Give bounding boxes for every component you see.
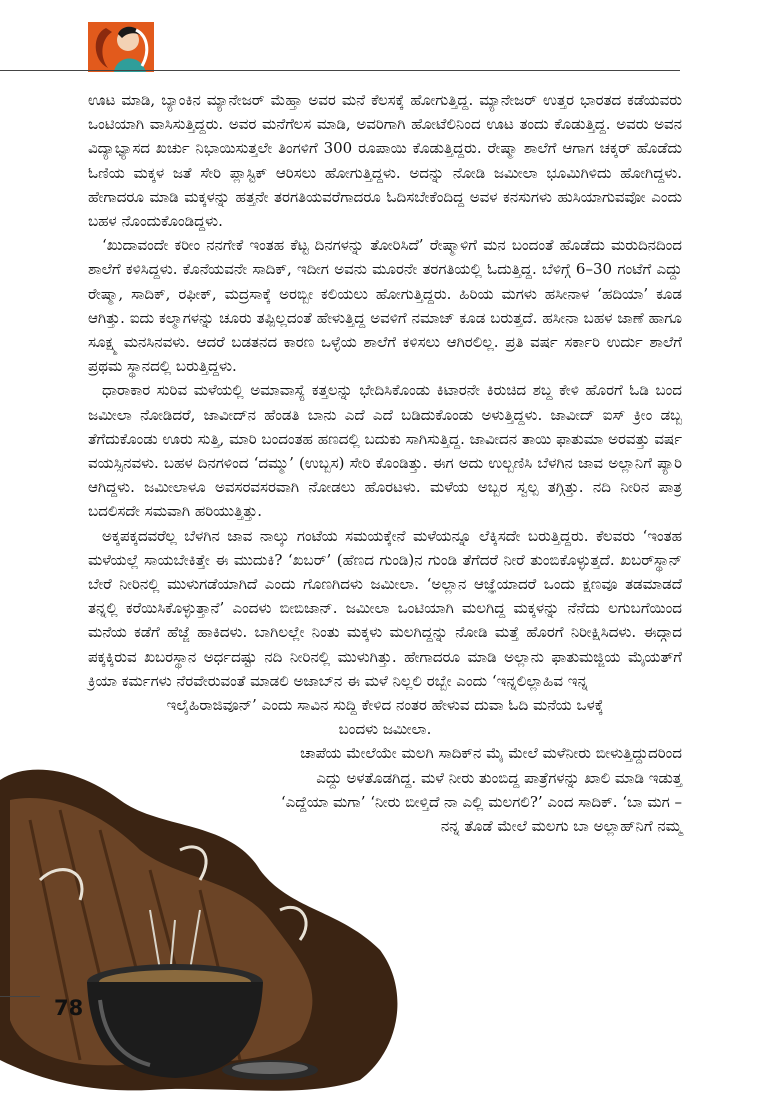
footer-rule <box>0 996 40 997</box>
paragraph: ‘ಖುದಾವಂದೇ ಕರೀಂ ನನಗೇಕೆ ಇಂತಹ ಕೆಟ್ಟ ದಿನಗಳನ್ನು ತೋರಿಸಿದೆ’ ರೇಷ್ಮಾಳಿಗೆ ಮನ ಬಂದಂತೆ ಹೊಡೆದು ಮರುದಿನದಿಂದ ಶಾಲೆಗೆ ಕಳಿಸಿದ್ದಳು. ಕೊನೆಯವನೇ ಸಾದಿಕ್, ಇದೀಗ ಅವನು ಮೂರನೇ ತರಗತಿಯಲ್ಲಿ ಓದುತ್ತಿದ್ದ. ಬೆಳಿಗ್ಗೆ 6–30 ಗಂಟೆಗೆ ಎದ್ದು ರೇಷ್ಮಾ, ಸಾದಿಕ್, ರಫೀಕ್, ಮದ್ರಸಾಕ್ಕೆ ಅರಬ್ಬೀ ಕಲಿಯಲು ಹೋಗುತ್ತಿದ್ದರು. ಹಿರಿಯ ಮಗಳು ಹಸೀನಾಳ ‘ಹದಿಯಾ’ ಕೂಡ ಆಗಿತ್ತು. ಐದು ಕಲ್ಮಾಗಳನ್ನು ಚೂರು ತಪ್ಪಿಲ್ಲದಂತೆ ಹೇಳುತ್ತಿದ್ದ ಅವಳಿಗೆ ನಮಾಜ್ ಕೂಡ ಬರುತ್ತದೆ. ಹಸೀನಾ ಬಹಳ ಜಾಣೆ ಹಾಗೂ ಸೂಕ್ಷ್ಮ ಮನಸಿನವಳು. ಆದರೆ ಬಡತನದ ಕಾರಣ ಒಳ್ಳೆಯ ಶಾಲೆಗೆ ಕಳಿಸಲು ಆಗಿರಲಿಲ್ಲ. ಪ್ರತಿ ವರ್ಷ ಸರ್ಕಾರಿ ಉರ್ದು ಶಾಲೆಗೆ ಪ್ರಥಮ ಸ್ಥಾನದಲ್ಲಿ ಬರುತ್ತಿದ್ದಳು. <box>88 236 682 376</box>
article-body <box>88 88 682 838</box>
paragraph: ಧಾರಾಕಾರ ಸುರಿವ ಮಳೆಯಲ್ಲಿ ಅಮಾವಾಸ್ಯೆ ಕತ್ತಲನ್ನು ಭೇದಿಸಿಕೊಂಡು ಕಿಟಾರನೇ ಕಿರುಚಿದ ಶಬ್ದ ಕೇಳಿ ಹೊರಗೆ ಓಡಿ ಬಂದ ಜಮೀಲಾ ನೋಡಿದರೆ, ಜಾವೀದ್‌ನ ಹೆಂಡತಿ ಬಾನು ಎದೆ ಎದೆ ಬಡಿದುಕೊಂಡು ಅಳುತ್ತಿದ್ದಳು. ಜಾವೀದ್ ಐಸ್ ಕ್ರೀಂ ಡಬ್ಬ ತೆಗೆದುಕೊಂಡು ಊರು ಸುತ್ತಿ, ಮಾರಿ ಬಂದಂತಹ ಹಣದಲ್ಲಿ ಬದುಕು ಸಾಗಿಸುತ್ತಿದ್ದ. ಜಾವೀದನ ತಾಯಿ ಫಾತುಮಾ ಅರವತ್ತು ವರ್ಷ ವಯಸ್ಸಿನವಳು. ಬಹಳ ದಿನಗಳಿಂದ ‘ದಮ್ಮು’ (ಉಬ್ಬಸ) ಸೇರಿ ಕೊಂಡಿತ್ತು. ಈಗ ಅದು ಉಲ್ಬಣಿಸಿ ಬೆಳಗಿನ ಜಾವ ಅಲ್ಲಾನಿಗೆ ಪ್ಯಾರಿ ಆಗಿದ್ದಳು. ಜಮೀಲಾಳೂ ಅವಸರವಸರವಾಗಿ ನೋಡಲು ಹೊರಟಳು. ಮಳೆಯ ಅಬ್ಬರ ಸ್ವಲ್ಪ ತಗ್ಗಿತ್ತು. ನದಿ ನೀರಿನ ಪಾತ್ರ ಬದಲಿಸದೇ ಸಮವಾಗಿ ಹರಿಯುತ್ತಿತ್ತು. <box>88 381 682 521</box>
page-number: 78 <box>54 996 84 1020</box>
paragraph: ಇಲೈಹಿರಾಜಿವೂನ್’ ಎಂದು ಸಾವಿನ ಸುದ್ದಿ ಕೇಳಿದ ನಂತರ ಹೇಳುವ ದುವಾ ಓದಿ ಮನೆಯ ಒಳಕ್ಕೆ <box>166 696 604 715</box>
magazine-logo <box>88 22 154 72</box>
paragraph: ಅಕ್ಕಪಕ್ಕದವರೆಲ್ಲ ಬೆಳಗಿನ ಜಾವ ನಾಲ್ಕು ಗಂಟೆಯ ಸಮಯಕ್ಕೇನೆ ಮಳೆಯನ್ನೂ ಲೆಕ್ಕಿಸದೇ ಬರುತ್ತಿದ್ದರು. ಕೆಲವರು ‘ಇಂತಹ ಮಳೆಯಲ್ಲೆ ಸಾಯಬೇಕಿತ್ತೇ ಈ ಮುದುಕಿ? ‘ಖಬರ್’ (ಹೆಣದ ಗುಂಡಿ)ನ ಗುಂಡಿ ತೆಗೆದರೆ ನೀರೆ ತುಂಬಿಕೊಳ್ಳುತ್ತದೆ. ಖಬರ್‌ಸ್ಥಾನ್ ಬೇರೆ ನೀರಿನಲ್ಲಿ ಮುಳುಗಡೆಯಾಗಿದೆ ಎಂದು ಗೊಣಗಿದಳು ಜಮೀಲಾ. ‘ಅಲ್ಲಾನ ಆಜ್ಞೆಯಾದರೆ ಒಂದು ಕ್ಷಣವೂ ತಡಮಾಡದೆ ತನ್ನಲ್ಲಿ ಕರೆಯಿಸಿಕೊಳ್ಳುತ್ತಾನೆ’ ಎಂದಳು ಬೀಬಿಜಾನ್. ಜಮೀಲಾ ಒಂಟಿಯಾಗಿ ಮಲಗಿದ್ದ ಮಕ್ಕಳನ್ನು ನೆನೆದು ಲಗುಬಗೆಯಿಂದ ಮನೆಯ ಕಡೆಗೆ ಹೆಜ್ಜೆ ಹಾಕಿದಳು. ಬಾಗಿಲಲ್ಲೇ ನಿಂತು ಮಕ್ಕಳು ಮಲಗಿದ್ದನ್ನು ನೋಡಿ ಮತ್ತೆ ಹೊರಗೆ ನಿರೀಕ್ಷಿಸಿದಳು. ಈದ್ಗಾದ ಪಕ್ಕಕ್ಕಿರುವ ಖಬರಸ್ಥಾನ ಅರ್ಧದಷ್ಟು ನದಿ ನೀರಿನಲ್ಲಿ ಮುಳುಗಿತ್ತು. ಹೇಗಾದರೂ ಮಾಡಿ ಅಲ್ಲಾನು ಫಾತುಮಜ್ಜಿಯ ಮೈಯತ್‌ಗೆ ಕ್ರಿಯಾ ಕರ್ಮಗಳು ನೆರವೇರುವಂತೆ ಮಾಡಲಿ ಅಜಾಬ್‌ನ ಈ ಮಳೆ ನಿಲ್ಲಲಿ ರಬ್ಬೇ ಎಂದು ‘ಇನ್ನಲಿಲ್ಲಾಹಿವ ಇನ್ನ <box>88 526 682 690</box>
header-rule <box>0 70 680 71</box>
paragraph: ಊಟ ಮಾಡಿ, ಬ್ಯಾಂಕಿನ ಮ್ಯಾನೇಜರ್ ಮೆಹ್ತಾ ಅವರ ಮನೆ ಕೆಲಸಕ್ಕೆ ಹೋಗುತ್ತಿದ್ದ. ಮ್ಯಾನೇಜರ್ ಉತ್ತರ ಭಾರತದ ಕಡೆಯವರು ಒಂಟಿಯಾಗಿ ವಾಸಿಸುತ್ತಿದ್ದರು. ಅವರ ಮನೆಗೆಲಸ ಮಾಡಿ, ಅವರಿಗಾಗಿ ಹೋಟೆಲಿನಿಂದ ಊಟ ತಂದು ಕೊಡುತ್ತಿದ್ದ. ಅವರು ಅವನ ವಿದ್ಯಾಭ್ಯಾಸದ ಖರ್ಚು ನಿಭಾಯಿಸುತ್ತಲೇ ತಿಂಗಳಿಗೆ 300 ರೂಪಾಯಿ ಕೊಡುತ್ತಿದ್ದರು. ರೇಷ್ಮಾ ಶಾಲೆಗೆ ಆಗಾಗ ಚಕ್ಕರ್ ಹೊಡೆದು ಓಣಿಯ ಮಕ್ಕಳ ಜತೆ ಸೇರಿ ಪ್ಲಾಸ್ಟಿಕ್ ಆರಿಸಲು ಹೋಗುತ್ತಿದ್ದಳು. ಅದನ್ನು ನೋಡಿ ಜಮೀಲಾ ಭೂಮಿಗಿಳಿದು ಹೋಗಿದ್ದಳು. ಹೇಗಾದರೂ ಮಾಡಿ ಮಕ್ಕಳನ್ನು ಹತ್ತನೇ ತರಗತಿಯವರೆಗಾದರೂ ಓದಿಸಬೇಕೆಂದಿದ್ದ ಅವಳ ಕನಸುಗಳು ಹುಸಿಯಾಗುವವೋ ಎಂದು ಬಹಳ ನೊಂದುಕೊಂಡಿದ್ದಳು. <box>88 91 682 231</box>
paragraph: ಚಾಪೆಯ ಮೇಲೆಯೇ ಮಲಗಿ ಸಾದಿಕ್‌ನ ಮೈ ಮೇಲೆ ಮಳೆನೀರು ಬೀಳುತ್ತಿದ್ದುದರಿಂದ ಎದ್ದು ಅಳತೊಡಗಿದ್ದ. ಮಳೆ ನೀರು ತುಂಬಿದ್ದ ಪಾತ್ರೆಗಳನ್ನು ಖಾಲಿ ಮಾಡಿ ಇಡುತ್ತ ‘ಎದ್ದೆಯಾ ಮಗಾ’ ‘ನೀರು ಬೀಳ್ತಿದೆ ನಾ ಎಲ್ಲಿ ಮಲಗಲಿ?’ ಎಂದ ಸಾದಿಕ್. ‘ಬಾ ಮಗ – ನನ್ನ ತೊಡೆ ಮೇಲೆ ಮಲಗು ಬಾ ಅಲ್ಲಾಹ್‌ನಿಗೆ ನಮ್ಮ <box>280 744 682 836</box>
paragraph: ಬಂದಳು ಜಮೀಲಾ. <box>338 720 432 739</box>
